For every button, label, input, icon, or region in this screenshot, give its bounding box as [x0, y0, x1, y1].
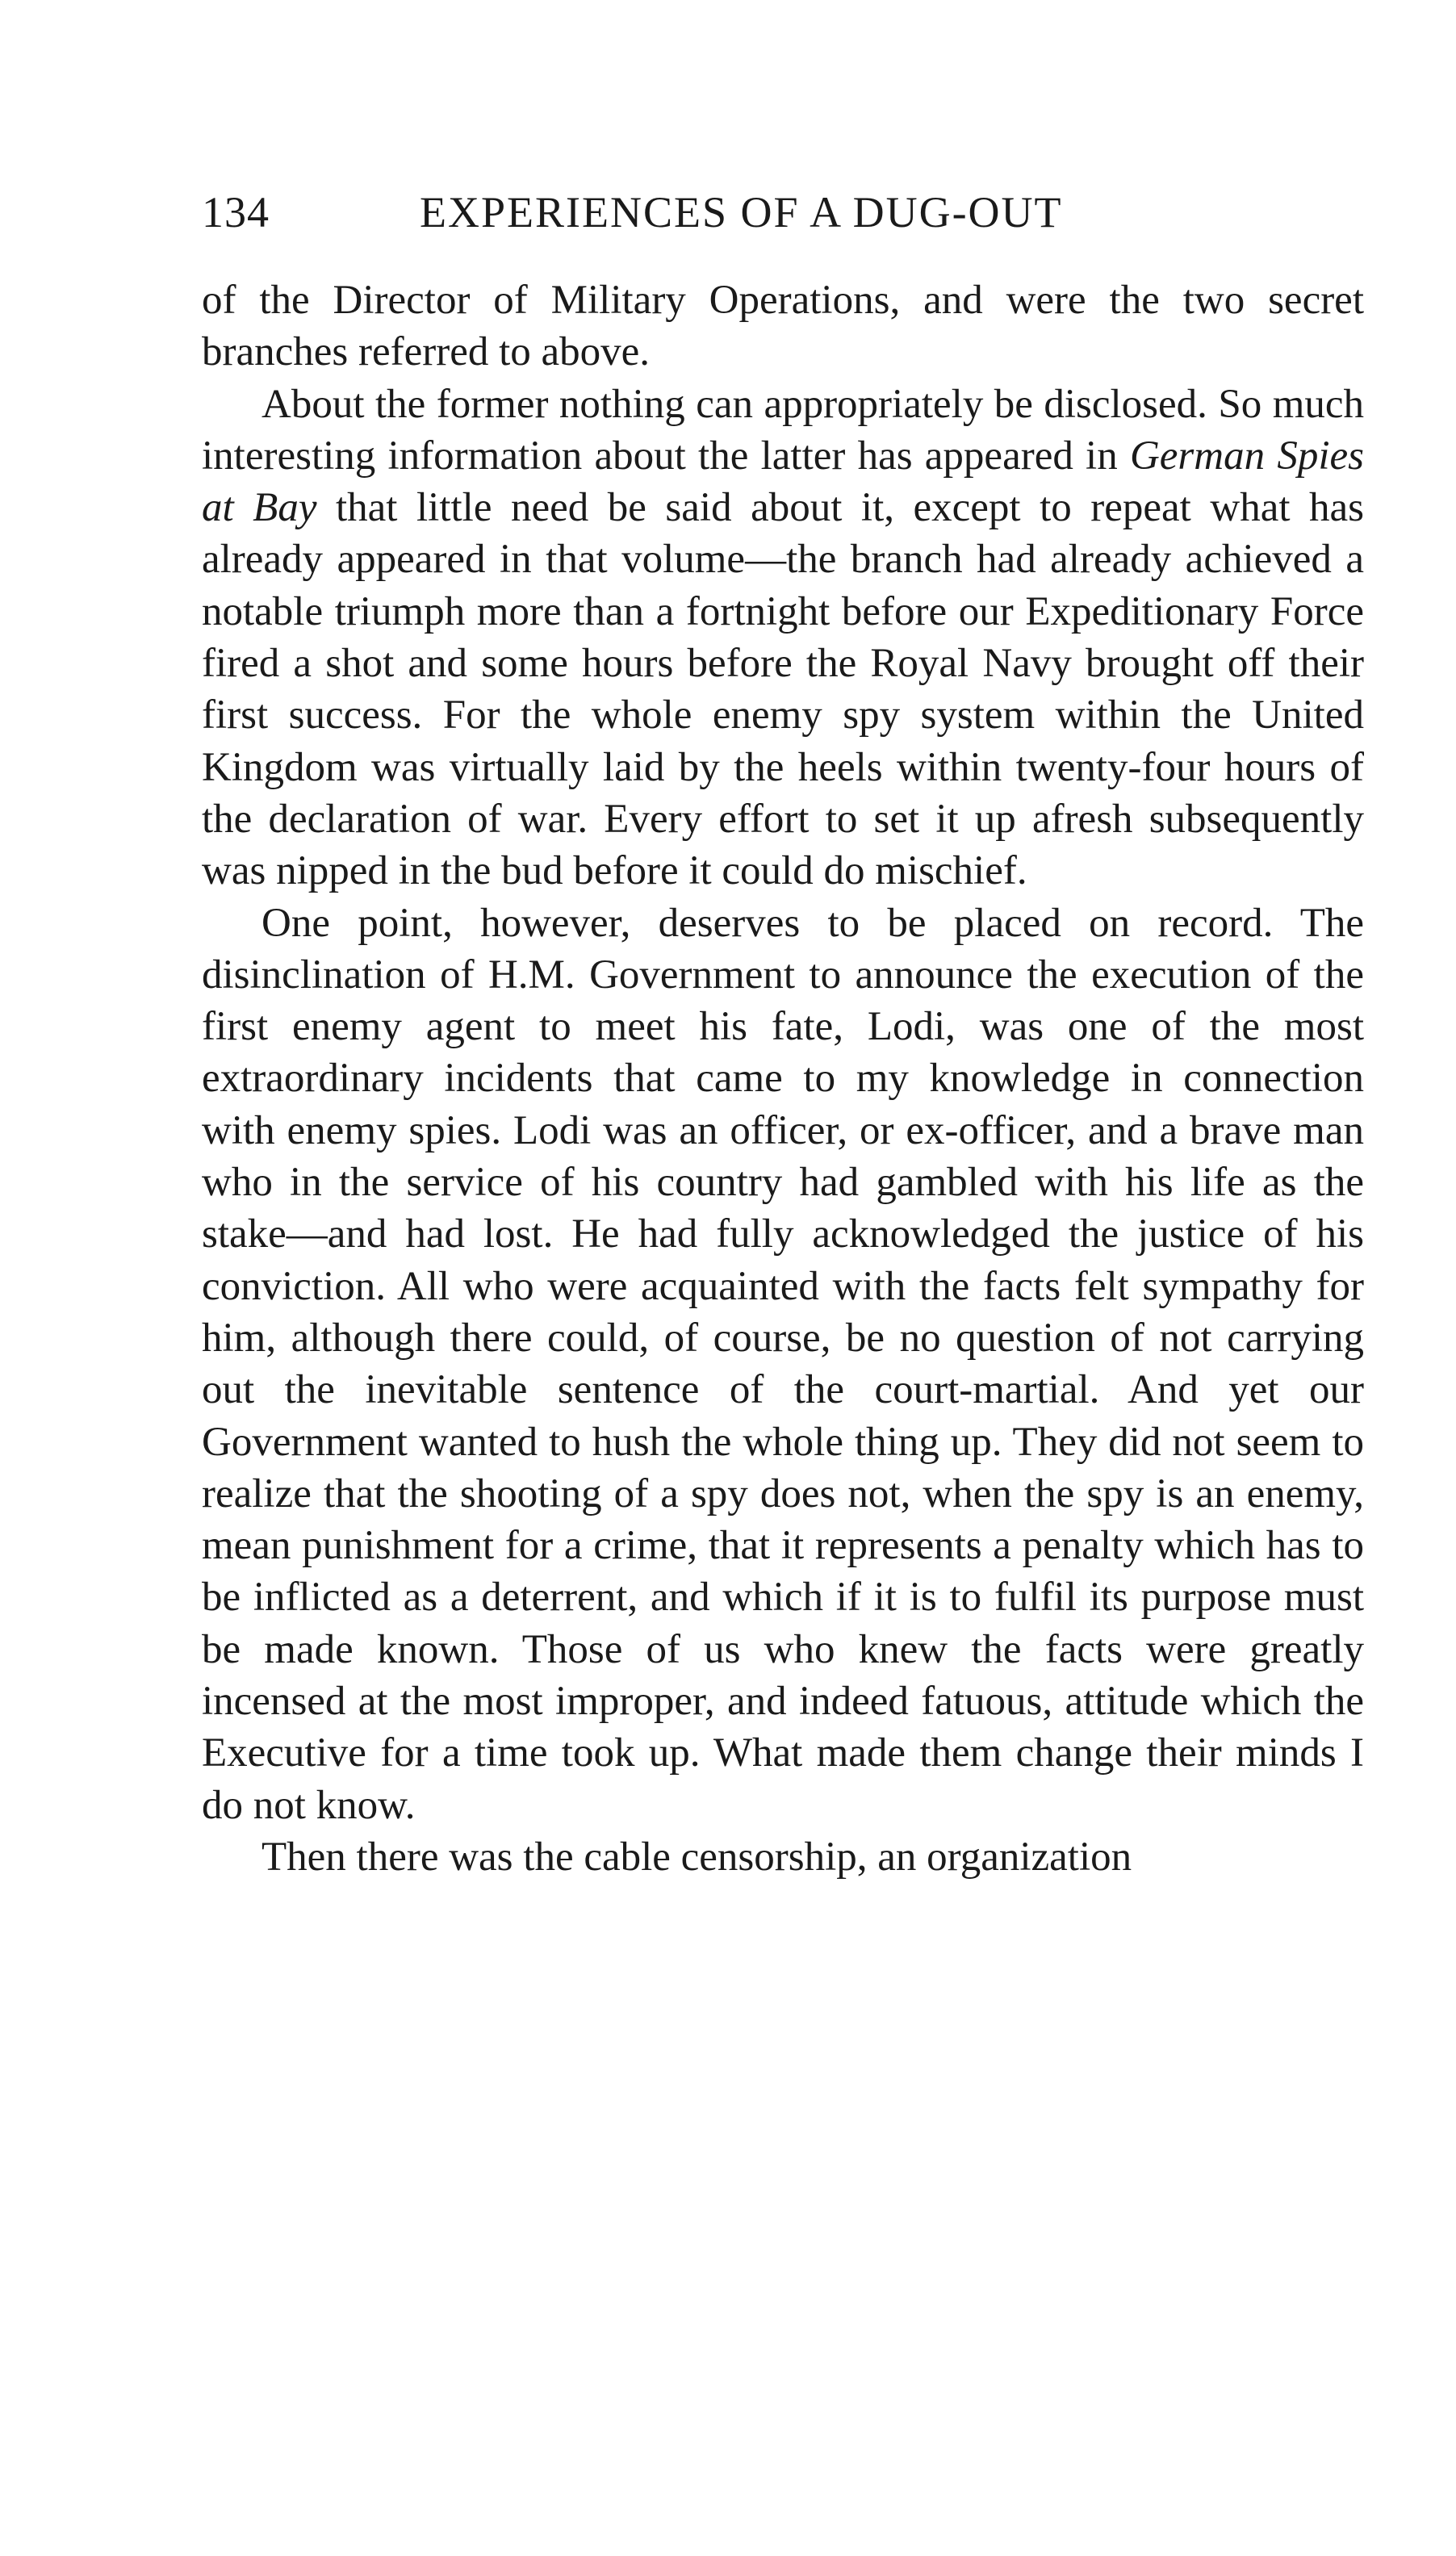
book-title-reference: German Spies at Bay	[202, 433, 1364, 531]
paragraph-secret-branches	[202, 379, 1364, 897]
body-text	[202, 274, 1364, 1883]
paragraph-continuation: of the Director of Military Operations, and were the two secret branches referred to above.	[202, 278, 1364, 375]
paragraph-text: that little need be said about it, except to repeat what has already appeared in that volume—the branch had already achieved a notable triumph more than a fortnight before our Expeditionary Force fired a shot and some hours before the Royal Navy brought off their first success. For the whole enemy spy system within the United Kingdom was virtually laid by the heels within twenty-four hours of the declaration of war. Every effort to set it up afresh subsequently was nipped in the bud before it could do mischief.	[202, 485, 1365, 894]
paragraph-cable-censorship: Then there was the cable censorship, an organization	[261, 1834, 1132, 1880]
page-header	[202, 184, 1380, 241]
paragraph-lodi: One point, however, deserves to be placed on record. The disinclination of H.M. Government to announce the execution of the first enemy agent to meet his fate, Lodi, was one of the most extraordinary incidents that came to my knowledge in connection with enemy spies. Lodi was an officer, or ex-officer, and a brave man who in the service of his country had gambled with his life as the stake—and had lost. He had fully acknowledged the justice of his conviction. All who were acquainted with the facts felt sympathy for him, although there could, of course, be no question of not carrying out the inevitable sentence of the court-martial. And yet our Government wanted to hush the whole thing up. They did not seem to realize that the shooting of a spy does not, when the spy is an enemy, mean punishment for a crime, that it represents a penalty which has to be inflicted as a deterrent, and which if it is to fulfil its purpose must be made known. Those of us who knew the facts were greatly incensed at the most improper, and indeed fatuous, attitude which the Executive for a time took up. What made them change their minds I do not know.	[202, 900, 1364, 1828]
page-number: 134	[202, 188, 270, 236]
running-title: EXPERIENCES OF A DUG-OUT	[420, 188, 1063, 236]
paragraph-text: About the former nothing can appropriately be disclosed. So much interesting information about the latter has appeared in	[202, 381, 1364, 479]
